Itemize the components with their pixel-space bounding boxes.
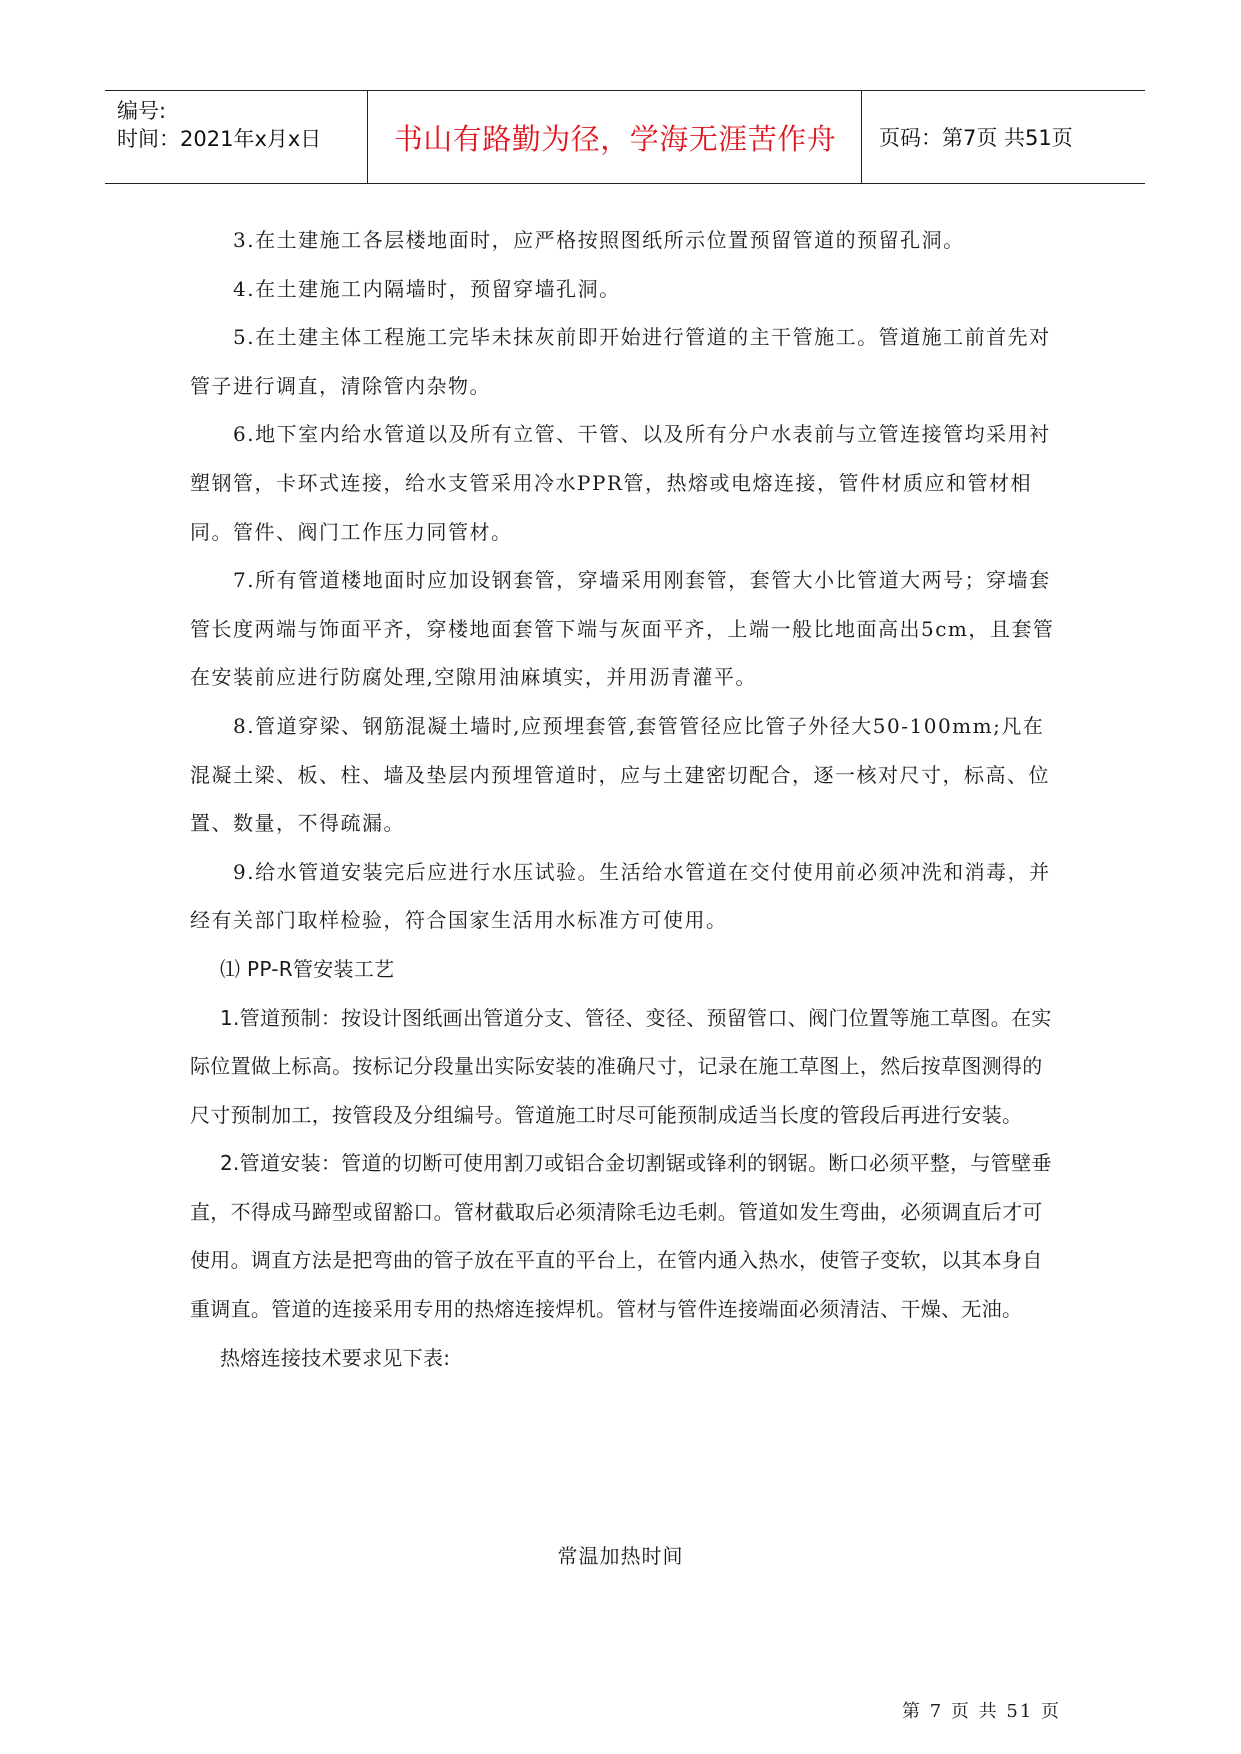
page-footer: 第 7 页 共 51 页 xyxy=(902,1701,1061,1722)
header-divider-right xyxy=(861,91,862,183)
header-motto: 书山有路勤为径，学海无涯苦作舟 xyxy=(393,121,837,156)
document-body xyxy=(190,216,1060,1382)
paragraph-5: 5.在土建主体工程施工完毕未抹灰前即开始进行管道的主干管施工。管道施工前首先对管子进行调直，清除管内杂物。 xyxy=(190,325,1051,398)
paragraph-4: 4.在土建施工内隔墙时，预留穿墙孔洞。 xyxy=(233,276,621,301)
section-heading-ppr: ⑴ PP-R管安装工艺 xyxy=(220,956,395,981)
paragraph-pipe-install: 2.管道安装：管道的切断可使用割刀或铝合金切割锯或锋利的钢锯。断口必须平整，与管壁垂直，不得成马蹄型或留豁口。管材截取后必须清除毛边毛刺。管道如发生弯曲，必须调直后才可使用。调直方法是把弯曲的管子放在平直的平台上，在管内通入热水，使管子变软，以其本身自重调直。管道的连接采用专用的热熔连接焊机。管材与管件连接端面必须清洁、干燥、无油。 xyxy=(190,1151,1052,1322)
paragraph-8: 8.管道穿梁、钢筋混凝土墙时,应预埋套管,套管管径应比管子外径大50-100mm;凡在混凝土梁、板、柱、墙及垫层内预埋管道时，应与土建密切配合，逐一核对尺寸，标高、位置、数量，不得疏漏。 xyxy=(190,713,1050,836)
document-time-label: 时间：2021年x月x日 xyxy=(117,127,322,151)
header-divider-left xyxy=(367,91,368,183)
paragraph-table-intro: 热熔连接技术要求见下表: xyxy=(220,1345,451,1370)
table-title: 常温加热时间 xyxy=(557,1544,684,1568)
document-number-label: 编号: xyxy=(117,99,167,123)
paragraph-6: 6.地下室内给水管道以及所有立管、干管、以及所有分户水表前与立管连接管均采用衬塑钢管，卡环式连接，给水支管采用冷水PPR管，热熔或电熔连接，管件材质应和管材相同。管件、阀门工作压力同管材。 xyxy=(190,422,1051,544)
paragraph-pipe-prefab: 1.管道预制：按设计图纸画出管道分支、管径、变径、预留管口、阀门位置等施工草图。在实际位置做上标高。按标记分段量出实际安装的准确尺寸，记录在施工草图上，然后按草图测得的尺寸预制加工，按管段及分组编号。管道施工时尽可能预制成适当长度的管段后再进行安装。 xyxy=(190,1005,1052,1127)
header-page-number: 页码：第7页 共51页 xyxy=(879,126,1073,150)
paragraph-3: 3.在土建施工各层楼地面时，应严格按照图纸所示位置预留管道的预留孔洞。 xyxy=(233,228,965,252)
header-meta xyxy=(117,97,367,153)
paragraph-7: 7.所有管道楼地面时应加设钢套管，穿墙采用刚套管，套管大小比管道大两号；穿墙套管长度两端与饰面平齐，穿楼地面套管下端与灰面平齐，上端一般比地面高出5cm，且套管在安装前应进行防腐处理,空隙用油麻填实，并用沥青灌平。 xyxy=(190,568,1055,690)
paragraph-9: 9.给水管道安装完后应进行水压试验。生活给水管道在交付使用前必须冲洗和消毒，并经有关部门取样检验，符合国家生活用水标准方可使用。 xyxy=(190,859,1051,933)
page-header xyxy=(105,90,1145,184)
